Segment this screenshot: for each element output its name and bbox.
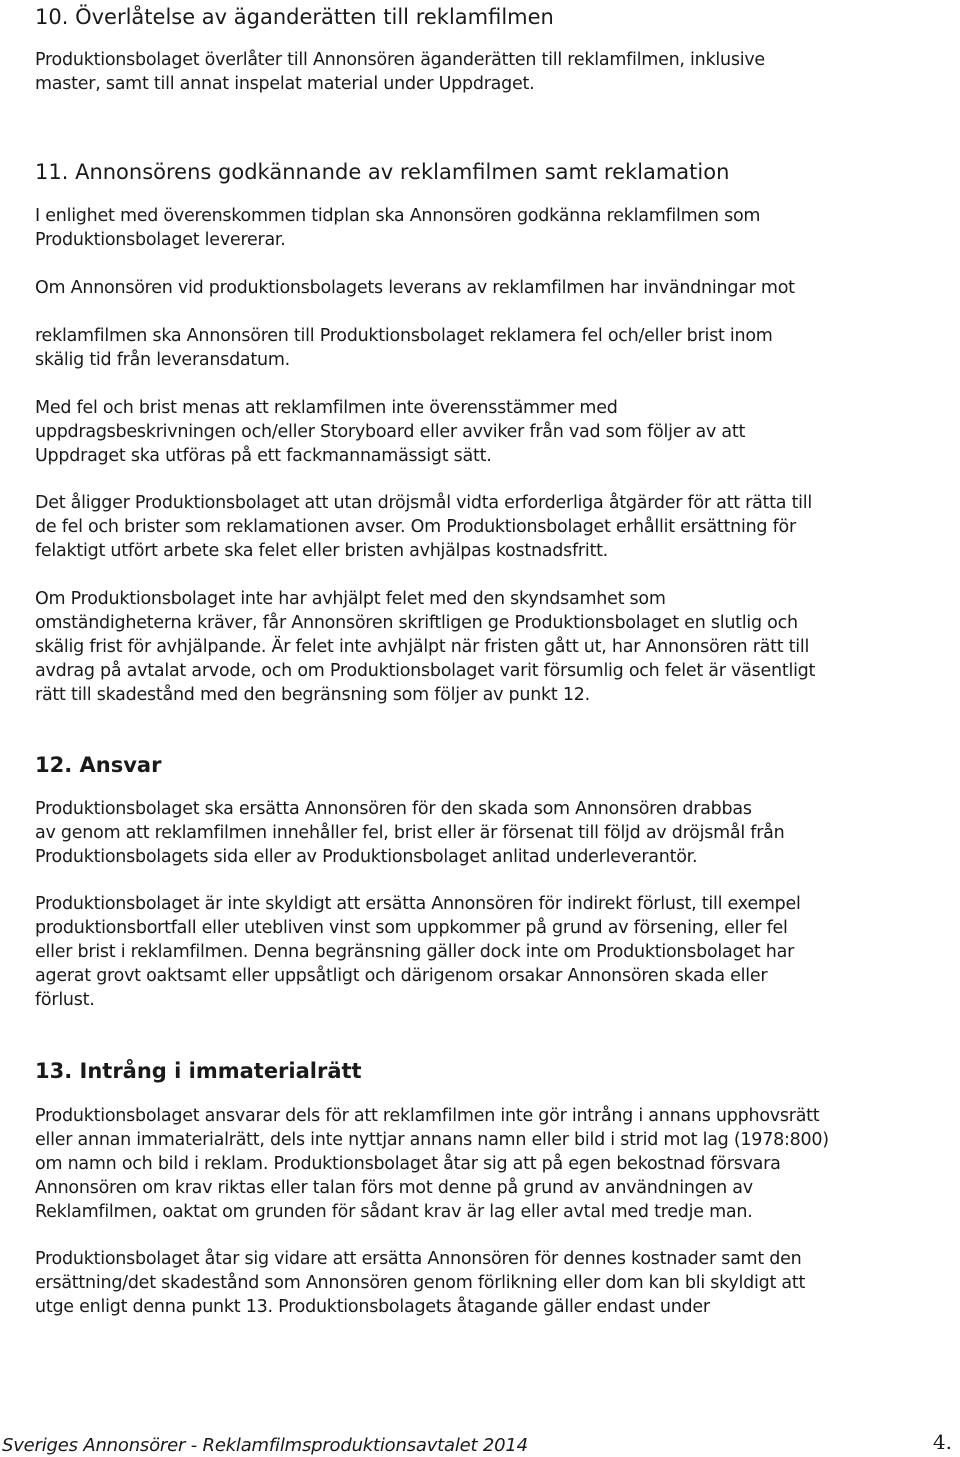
section-11-paragraph-5: Det åligger Produktionsbolaget att utan dröjsmål vidta erforderliga åtgärder för att rätta till de fel och brister som reklamationen avser. Om Produktionsbolaget erhållit ersättning för felaktigt utfört arbete ska felet eller bristen avhjälpas kostnadsfritt. xyxy=(35,493,813,561)
section-13-heading: 13. Intrång i immaterialrätt xyxy=(35,1059,362,1083)
section-13-paragraph-2: Produktionsbolaget åtar sig vidare att ersätta Annonsören för dennes kostnader samt den ersättning/det skadestånd som Annonsören genom förlikning eller dom kan bli skyldigt att utge enligt denna punkt 13. Produktionsbolagets åtagande gäller endast under xyxy=(35,1249,806,1317)
section-11-paragraph-4: Med fel och brist menas att reklamfilmen inte överensstämmer med uppdragsbeskrivningen och/eller Storyboard eller avviker från vad som följer av att Uppdraget ska utföras på ett fackmannamässigt sätt. xyxy=(35,398,746,466)
section-12-paragraph-2: Produktionsbolaget är inte skyldigt att ersätta Annonsören för indirekt förlust, till exempel produktionsbortfall eller utebliven vinst som uppkommer på grund av försening, eller fel eller brist i reklamfilmen. Denna begränsning gäller dock inte om Produktionsbolaget har agerat grovt oaktsamt eller uppsåtligt och därigenom orsakar Annonsören skada eller förlust. xyxy=(35,894,801,1010)
section-10-paragraph-1: Produktionsbolaget överlåter till Annonsören äganderätten till reklamfilmen, inklusive master, samt till annat inspelat material under Uppdraget. xyxy=(35,50,765,94)
section-12-paragraph-1: Produktionsbolaget ska ersätta Annonsören för den skada som Annonsören drabbas av genom att reklamfilmen innehåller fel, brist eller är försenat till följd av dröjsmål från Produktionsbolagets sida eller av Produktionsbolaget anlitad underleverantör. xyxy=(35,799,785,867)
section-11-paragraph-3: reklamfilmen ska Annonsören till Produktionsbolaget reklamera fel och/eller brist inom skälig tid från leveransdatum. xyxy=(35,326,773,370)
section-13-paragraph-1: Produktionsbolaget ansvarar dels för att reklamfilmen inte gör intrång i annans upphovsrätt eller annan immaterialrätt, dels inte nyttjar annans namn eller bild i strid mot lag (1978:800) om namn och bild i reklam. Produktionsbolaget åtar sig att på egen bekostnad försvara Annonsören om krav riktas eller talan förs mot denne på grund av användningen av Reklamfilmen, oaktat om grunden för sådant krav är lag eller avtal med tredje man. xyxy=(35,1106,829,1222)
section-11-paragraph-1: I enlighet med överenskommen tidplan ska Annonsören godkänna reklamfilmen som Produktionsbolaget levererar. xyxy=(35,206,761,250)
section-11-heading: 11. Annonsörens godkännande av reklamfilmen samt reklamation xyxy=(35,160,730,184)
section-11-paragraph-2: Om Annonsören vid produktionsbolagets leverans av reklamfilmen har invändningar mot xyxy=(35,278,795,298)
page-number: 4. xyxy=(932,1430,952,1454)
section-10-heading: 10. Överlåtelse av äganderätten till reklamfilmen xyxy=(35,5,554,29)
footer-document-title: Sveriges Annonsörer - Reklamfilmsproduktionsavtalet 2014 xyxy=(2,1435,528,1456)
section-11-paragraph-6: Om Produktionsbolaget inte har avhjälpt felet med den skyndsamhet som omständigheterna kräver, får Annonsören skriftligen ge Produktionsbolaget en slutlig och skälig frist för avhjälpande. Är felet inte avhjälpt när fristen gått ut, har Annonsören rätt till avdrag på avtalat arvode, och om Produktionsbolaget varit försumlig och felet är väsentligt rätt till skadestånd med den begränsning som följer av punkt 12. xyxy=(35,589,816,705)
section-12-heading: 12. Ansvar xyxy=(35,753,162,777)
